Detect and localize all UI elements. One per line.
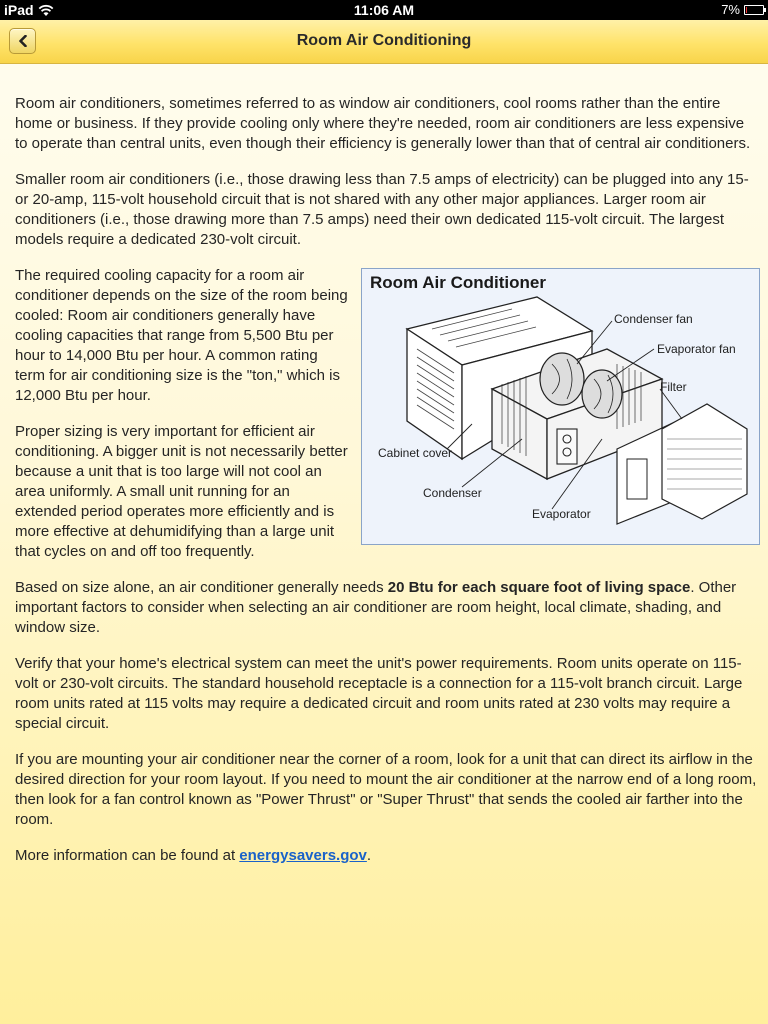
status-bar xyxy=(0,0,768,20)
paragraph-5-text-end: . Other important factors to consider when selecting an air conditioner are room height, local climate, shading, and window size. xyxy=(15,579,737,636)
paragraph-2: Smaller room air conditioners (i.e., those drawing less than 7.5 amps of electricity) can be plugged into any 15- or 20-amp, 115-volt household circuit that is not shared with any other major appliances. Larger room air conditioners (i.e., those drawing more than 7.5 amps) need their own dedicated 115-volt circuit. The largest models require a dedicated 230-volt circuit. xyxy=(15,171,749,248)
paragraph-7: If you are mounting your air conditioner near the corner of a room, look for a unit that can direct its airflow in the desired direction for your room layout. If you need to mount the air conditioner at the narrow end of a long room, then look for a fan control known as "Power Thrust" or "Super Thrust" that sends the cooled air farther into the room. xyxy=(15,751,757,828)
label-filter: Filter xyxy=(660,380,687,394)
navigation-bar xyxy=(0,20,768,64)
paragraph-6: Verify that your home's electrical system can meet the unit's power requirements. Room units operate on 115-volt or 230-volt circuits. The standard household receptacle is a connection for a 115-volt branch circuit. Large room units rated at 115 volts may require a dedicated circuit and room units rated at 230 volts may require a special circuit. xyxy=(15,655,743,732)
paragraph-5 xyxy=(15,578,757,638)
label-evaporator-fan: Evaporator fan xyxy=(657,342,736,356)
label-condenser-fan: Condenser fan xyxy=(614,312,693,326)
paragraph-5-text-start: Based on size alone, an air conditioner generally needs xyxy=(15,579,388,596)
device-name: iPad xyxy=(4,2,34,18)
paragraph-3: The required cooling capacity for a room air conditioner depends on the size of the room being cooled: Room air conditioners generally have cooling capacities that range from 5,500 Btu per hour to 14,000 Btu per hour. A common rating term for air conditioning size is the "ton," which is 12,000 Btu per hour. xyxy=(15,267,348,404)
label-condenser: Condenser xyxy=(423,486,482,500)
paragraph-8-text-start: More information can be found at xyxy=(15,847,240,864)
battery-percent: 7% xyxy=(721,2,740,17)
paragraph-8-text-end: . xyxy=(366,847,372,864)
page-title: Room Air Conditioning xyxy=(296,32,472,49)
paragraph-1: Room air conditioners, sometimes referred to as window air conditioners, cool rooms rather than the entire home or business. If they provide cooling only where they're needed, room air conditioners are less expensive to operate than central units, even though their efficiency is generally lower than that of central air conditioners. xyxy=(15,95,751,152)
label-cabinet-cover: Cabinet cover xyxy=(378,446,453,460)
battery-icon xyxy=(744,5,764,15)
paragraph-5-emphasis: 20 Btu for each square foot of living space xyxy=(387,579,691,596)
clock: 11:06 AM xyxy=(353,2,415,18)
air-conditioner-diagram xyxy=(361,268,760,545)
energysavers-link[interactable]: energysavers.gov xyxy=(239,847,367,864)
diagram-title: Room Air Conditioner xyxy=(370,273,546,292)
article-content xyxy=(15,94,757,882)
paragraph-4: Proper sizing is very important for efficient air conditioning. A bigger unit is not necessarily better because a unit that is too large will not cool an area uniformly. A small unit running for an extended period operates more efficiently and is more effective at dehumidifying than a large unit that cycles on and off too frequently. xyxy=(15,423,348,560)
paragraph-8 xyxy=(15,846,757,866)
label-evaporator: Evaporator xyxy=(532,507,591,521)
